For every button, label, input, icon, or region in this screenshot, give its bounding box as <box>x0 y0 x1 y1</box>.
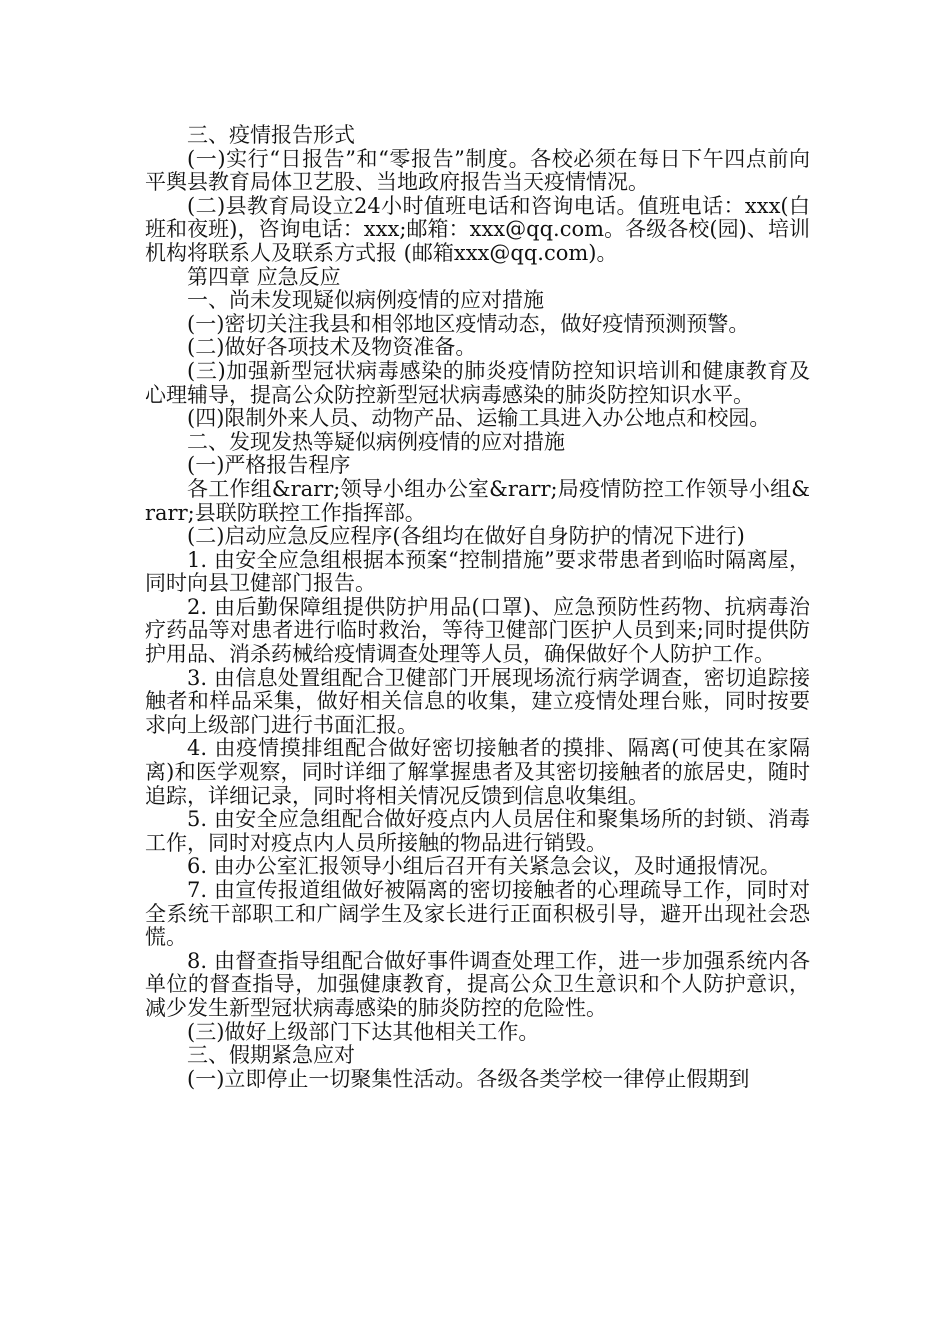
paragraph: (四)限制外来人员、动物产品、运输工具进入办公地点和校园。 <box>187 406 771 431</box>
paragraph: (三)做好上级部门下达其他相关工作。 <box>187 1019 540 1044</box>
paragraph: 各工作组&rarr;领导小组办公室&rarr;局疫情防控工作领导小组&rarr;县联防联控工作指挥部。 <box>145 476 810 525</box>
paragraph: (二)启动应急反应程序(各组均在做好自身防护的情况下进行) <box>187 524 745 549</box>
list-item: 4. 由疫情摸排组配合做好密切接触者的摸排、隔离(可使其在家隔离)和医学观察，同时详细了解掌握患者及其密切接触者的旅居史，随时追踪，详细记录，同时将相关情况反馈到信息收集组。 <box>145 736 810 808</box>
paragraph: (一)立即停止一切聚集性活动。各级各类学校一律停止假期到 <box>187 1066 750 1091</box>
chapter-heading: 第四章 应急反应 <box>187 264 341 289</box>
paragraph: (一)严格报告程序 <box>187 453 351 478</box>
list-item: 1. 由安全应急组根据本预案“控制措施”要求带患者到临时隔离屋，同时向县卫健部门报告。 <box>145 547 810 596</box>
paragraph: (三)加强新型冠状病毒感染的肺炎疫情防控知识培训和健康教育及心理辅导，提高公众防控新型冠状病毒感染的肺炎防控知识水平。 <box>145 358 810 407</box>
paragraph: (二)做好各项技术及物资准备。 <box>187 335 477 360</box>
section-heading: 二、发现发热等疑似病例疫情的应对措施 <box>187 429 565 454</box>
section-heading: 一、尚未发现疑似病例疫情的应对措施 <box>187 288 544 313</box>
paragraph: (一)密切关注我县和相邻地区疫情动态，做好疫情预测预警。 <box>187 311 750 336</box>
section-heading-report-format: 三、疫情报告形式 <box>187 123 355 147</box>
list-item: 5. 由安全应急组配合做好疫点内人员居住和聚集场所的封锁、消毒工作，同时对疫点内人员所接触的物品进行销毁。 <box>145 807 810 855</box>
paragraph: (二)县教育局设立24小时值班电话和咨询电话。值班电话：xxx(白班和夜班)，咨询电话：xxx;邮箱：xxx@qq.com。各级各校(园)、培训机构将联系人及联系方式报 (邮箱xxx@qq.com)。 <box>145 193 810 265</box>
list-item: 6. 由办公室汇报领导小组后召开有关紧急会议，及时通报情况。 <box>187 854 781 879</box>
list-item: 7. 由宣传报道组做好被隔离的密切接触者的心理疏导工作，同时对全系统干部职工和广阔学生及家长进行正面积极引导，避开出现社会恐慌。 <box>145 878 810 950</box>
paragraph: (一)实行“日报告”和“零报告”制度。各校必须在每日下午四点前向平舆县教育局体卫艺股、当地政府报告当天疫情情况。 <box>145 146 810 195</box>
document-body <box>145 124 810 1091</box>
section-heading: 三、假期紧急应对 <box>187 1043 355 1068</box>
list-item: 8. 由督查指导组配合做好事件调查处理工作，进一步加强系统内各单位的督查指导，加强健康教育，提高公众卫生意识和个人防护意识，减少发生新型冠状病毒感染的肺炎防控的危险性。 <box>145 948 810 1020</box>
list-item: 2. 由后勤保障组提供防护用品(口罩)、应急预防性药物、抗病毒治疗药品等对患者进行临时救治，等待卫健部门医护人员到来;同时提供防护用品、消杀药械给疫情调查处理等人员，确保做好个人防护工作。 <box>145 594 810 667</box>
list-item: 3. 由信息处置组配合卫健部门开展现场流行病学调查，密切追踪接触者和样品采集，做好相关信息的收集，建立疫情处理台账，同时按要求向上级部门进行书面汇报。 <box>145 665 810 737</box>
